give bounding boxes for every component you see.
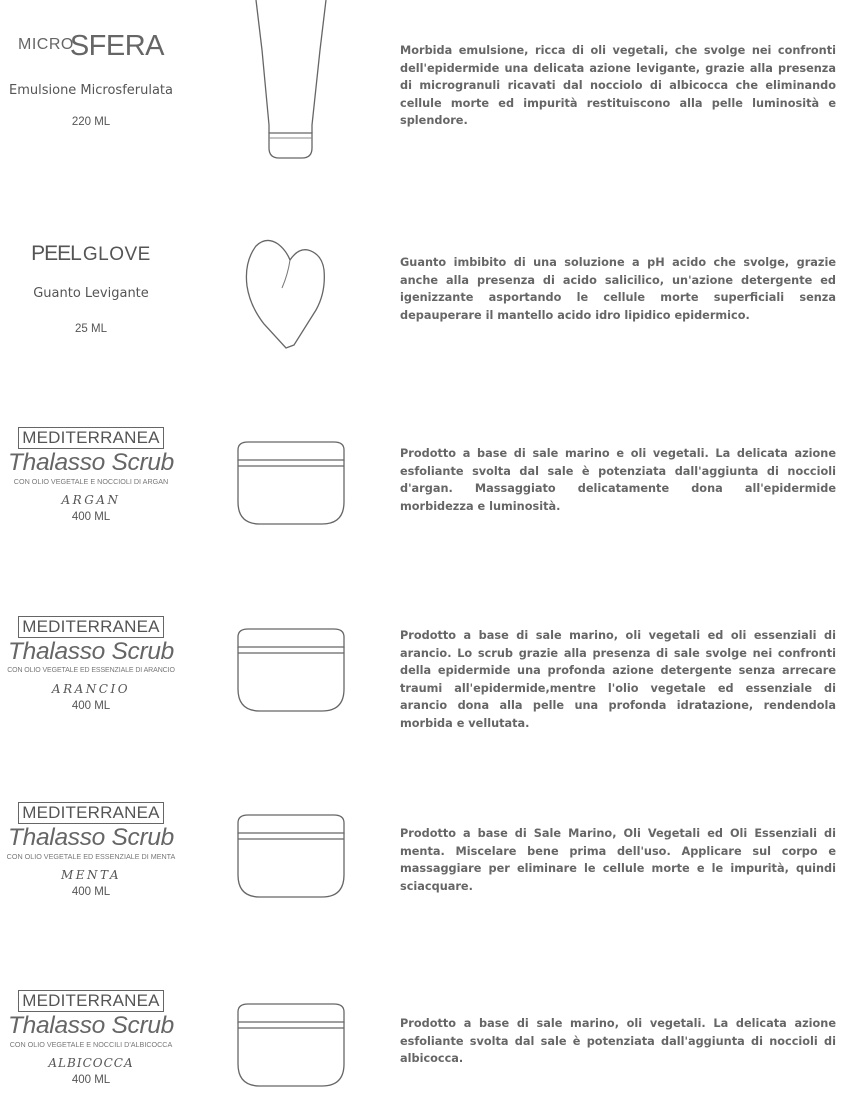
product-variant: MENTA	[60, 868, 122, 882]
brand-box: MEDITERRANEA	[18, 802, 163, 824]
product-logo	[0, 30, 182, 66]
product-description: Prodotto a base di sale marino e oli vegetali. La delicata azione esfoliante svolta dal sale è potenziata dall'aggiunta di noccioli d'argan. Massaggiato delicatamente dona all'epidermide morbidezza e luminosità.	[400, 447, 836, 513]
product-brand	[0, 990, 182, 1086]
product-brand	[0, 427, 182, 523]
product-name: Thalasso Scrub	[7, 449, 175, 476]
logo-prefix: PEEL	[31, 242, 81, 265]
product-description: Morbida emulsione, ricca di oli vegetali, che svolge nei confronti dell'epidermide una delicata azione levigante, grazie alla presenza di microgranuli ricavati dal nocciolo di albicocca che eliminando cellule morte ed impurità restituiscono alla pelle luminosità e splendore.	[400, 44, 836, 128]
product-logo	[0, 242, 182, 274]
jar-icon	[234, 813, 348, 901]
product-size: 220 ML	[71, 116, 111, 128]
logo-prefix: MICRO	[17, 36, 74, 53]
product-thalasso-argan	[0, 400, 841, 590]
product-size: 400 ML	[71, 700, 111, 712]
jar-icon	[234, 627, 348, 715]
product-ingredients: CON OLIO VEGETALE ED ESSENZIALE DI MENTA	[6, 852, 176, 861]
brand-box: MEDITERRANEA	[18, 616, 163, 638]
product-microsfera	[0, 0, 841, 200]
jar-icon	[234, 440, 348, 528]
product-name: Thalasso Scrub	[7, 638, 175, 665]
product-size: 400 ML	[71, 886, 111, 898]
product-name: Thalasso Scrub	[7, 1012, 175, 1039]
tube-icon	[252, 0, 332, 162]
product-ingredients: CON OLIO VEGETALE ED ESSENZIALE DI ARANCIO	[7, 667, 175, 674]
product-variant: ARANCIO	[51, 682, 131, 696]
product-variant: ALBICOCCA	[48, 1056, 134, 1070]
product-brand	[0, 30, 182, 128]
product-subtitle: Guanto Levigante	[33, 286, 149, 301]
product-ingredients: CON OLIO VEGETALE E NOCCILI D'ALBICOCCA	[9, 1040, 173, 1049]
product-brand	[0, 242, 182, 335]
product-description: Guanto imbibito di una soluzione a pH acido che svolge, grazie anche alla presenza di acido salicilico, un'azione detergente ed igenizzante asportando le cellule morte superficiali senza depauperare il mantello acido idro lipidico epidermico.	[400, 256, 836, 322]
product-thalasso-arancio	[0, 590, 841, 775]
product-peelglove	[0, 200, 841, 400]
product-thalasso-menta	[0, 775, 841, 965]
product-subtitle: Emulsione Microsferulata	[9, 83, 173, 98]
brand-box: MEDITERRANEA	[18, 427, 163, 449]
product-ingredients: CON OLIO VEGETALE E NOCCIOLI DI ARGAN	[13, 477, 169, 486]
product-description: Prodotto a base di sale marino, oli vegetali ed oli essenziali di arancio. Lo scrub grazie alla presenza di sale svolge nei confronti della epidermide una profonda azione detergente senza arrecare traumi all'epidermide,mentre l'olio vegetale ed essenziale di arancio dona alla pelle una profonda idratazione, rendendola morbida e vellutata.	[400, 629, 836, 730]
jar-icon	[234, 1002, 348, 1090]
product-size: 400 ML	[71, 1074, 111, 1086]
product-size: 25 ML	[75, 323, 107, 335]
product-size: 400 ML	[71, 511, 111, 523]
product-brand	[0, 802, 182, 898]
product-variant: ARGAN	[61, 493, 121, 507]
product-name: Thalasso Scrub	[7, 824, 175, 851]
logo-main: GLOVE	[82, 244, 151, 265]
product-thalasso-albicocca	[0, 965, 841, 1101]
glove-icon	[242, 234, 332, 350]
product-description: Prodotto a base di Sale Marino, Oli Vegetali ed Oli Essenziali di menta. Miscelare bene prima dell'uso. Applicare sul corpo e massaggiare per eliminare le cellule morte e le impurità, quindi sciacquare.	[400, 827, 836, 893]
product-brand	[0, 616, 182, 712]
brand-box: MEDITERRANEA	[18, 990, 163, 1012]
product-description: Prodotto a base di sale marino, oli vegetali. La delicata azione esfoliante svolta dal sale è potenziata dall'aggiunta di noccioli di albicocca.	[400, 1017, 836, 1066]
logo-main: SFERA	[69, 30, 164, 62]
